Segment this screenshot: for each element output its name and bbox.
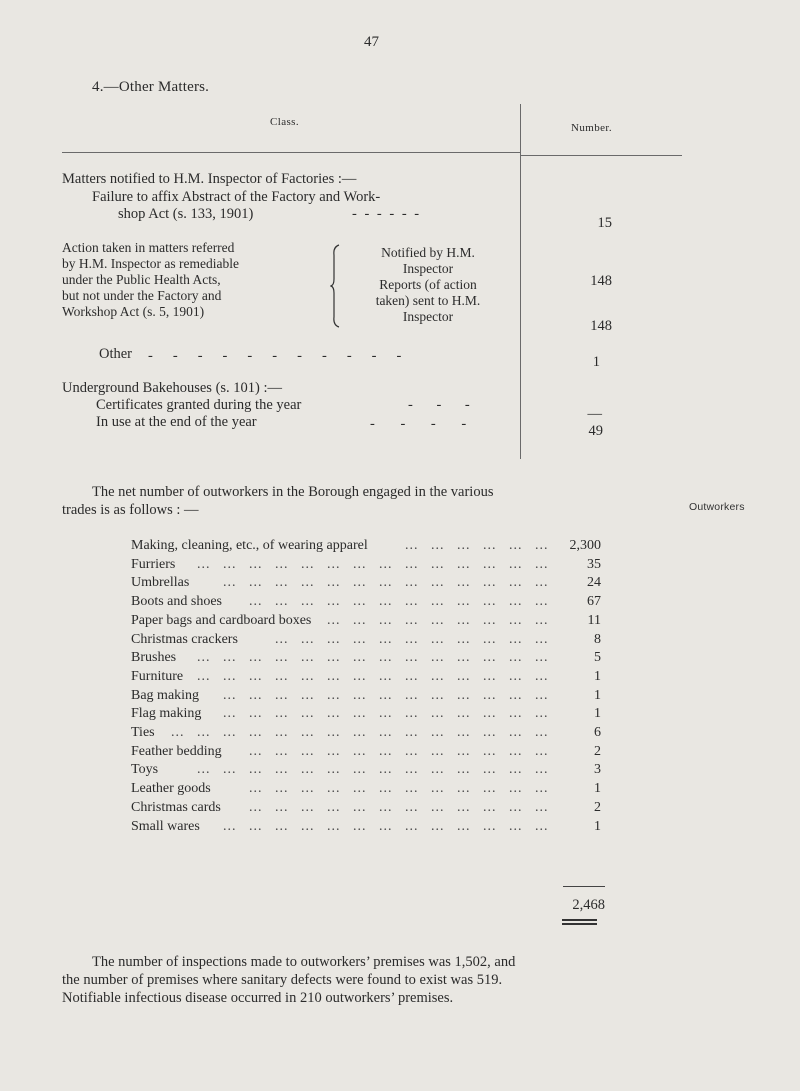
- reports-value: 148: [590, 318, 612, 334]
- action-taken-description: [62, 240, 330, 320]
- total-rule: [563, 886, 605, 887]
- total-double-underline: [562, 919, 597, 921]
- leader-dots: ... ... ... ... ... ... ... ... ... ... ... ...: [249, 799, 549, 815]
- outworker-trade: Umbrellas: [131, 575, 190, 591]
- paragraph-line: Notifiable infectious disease occurred in 210 outworkers’ premises.: [62, 990, 454, 1006]
- leader-dots: ... ... ... ... ... ... ... ... ... ... ...: [275, 631, 549, 647]
- action-line: Action taken in matters referred: [62, 240, 235, 255]
- outworker-count: 1: [594, 668, 601, 684]
- paragraph-line: the number of premises where sanitary defects were found to exist was 519.: [62, 972, 503, 988]
- outworker-row: [131, 669, 601, 686]
- outworkers-total: 2,468: [572, 897, 605, 913]
- reports-line: Reports (of action: [379, 277, 477, 292]
- outworker-count: 1: [594, 818, 601, 834]
- outworker-count: 1: [594, 781, 601, 797]
- matters-notified-value: 15: [597, 215, 612, 231]
- outworker-count: 6: [594, 725, 601, 740]
- outworker-trade: Christmas crackers: [131, 631, 238, 647]
- outworkers-margin-label: Outworkers: [689, 501, 745, 513]
- action-line: by H.M. Inspector as remediable: [62, 256, 239, 271]
- leader-dots: ... ... ... ... ... ... ... ... ... ... ... ... ... ...: [197, 556, 549, 572]
- outworker-count: 67: [587, 594, 601, 610]
- paragraph-line: The number of inspections made to outworkers’ premises was 1,502, and: [92, 954, 516, 970]
- leader-dots: ... ... ... ... ... ...: [405, 538, 549, 553]
- outworker-trade: Small wares: [131, 818, 200, 834]
- outworker-row: [131, 557, 601, 574]
- left-brace: [330, 243, 342, 329]
- outworker-count: 1: [594, 706, 601, 722]
- outworker-count: 2: [594, 799, 601, 815]
- matters-notified-heading: Matters notified to H.M. Inspector of Factories :—: [62, 171, 357, 187]
- outworker-count: 8: [594, 631, 601, 647]
- column-header-number: Number.: [571, 122, 612, 134]
- leader-dots: ... ... ... ... ... ... ... ... ... ... ... ... ... ...: [197, 650, 549, 666]
- outworker-row: [131, 819, 601, 836]
- outworker-row: [131, 632, 601, 649]
- outworker-trade: Toys: [131, 762, 159, 778]
- action-line: under the Public Health Acts,: [62, 272, 221, 287]
- outworker-row: [131, 762, 601, 779]
- leader-dots: ... ... ... ... ... ... ... ... ... ... ... ... ...: [223, 575, 549, 591]
- matters-notified-line1: Failure to affix Abstract of the Factory and Work-: [92, 189, 381, 205]
- outworker-count: 2,300: [569, 538, 601, 553]
- outworker-trade: Flag making: [131, 706, 202, 722]
- outworker-row: [131, 725, 601, 742]
- in-use-label: In use at the end of the year: [96, 414, 257, 430]
- outworker-row: [131, 800, 601, 817]
- certificates-dashes: - - -: [408, 397, 480, 413]
- leader-dots: ... ... ... ... ... ... ... ... ... ... ... ... ...: [223, 687, 549, 703]
- certificates-value: —: [587, 406, 602, 422]
- leader-dots: ... ... ... ... ... ... ... ... ... ... ... ...: [249, 594, 549, 610]
- leader-dots: ... ... ... ... ... ... ... ... ... ... ... ... ... ...: [197, 668, 549, 684]
- outworker-trade: Furniture: [131, 668, 184, 684]
- outworker-row: [131, 594, 601, 611]
- outworker-trade: Feather bedding: [131, 743, 222, 759]
- outworker-trade: Boots and shoes: [131, 594, 222, 610]
- section-heading: 4.—Other Matters.: [92, 79, 210, 95]
- page-number: 47: [364, 34, 379, 50]
- outworker-row: [131, 744, 601, 761]
- leader-dots: ... ... ... ... ... ... ... ... ... ... ... ... ... ... ...: [171, 725, 549, 740]
- matters-notified-line2: shop Act (s. 133, 1901): [118, 206, 254, 222]
- matters-notified-dashes: - - - - - -: [352, 206, 422, 222]
- outworkers-intro-line1: The net number of outworkers in the Borough engaged in the various: [92, 484, 494, 500]
- header-rule-left: [62, 152, 520, 153]
- certificates-label: Certificates granted during the year: [96, 397, 302, 413]
- leader-dots: ... ... ... ... ... ... ... ... ... ... ... ...: [249, 743, 549, 759]
- outworker-trade: Bag making: [131, 687, 200, 703]
- reports-line: taken) sent to H.M.: [375, 293, 481, 308]
- other-label: Other: [99, 346, 133, 362]
- outworker-trade: Furriers: [131, 556, 176, 572]
- outworker-trade: Brushes: [131, 650, 177, 666]
- outworker-row: [131, 706, 601, 723]
- notified-line: Notified by H.M.: [381, 245, 475, 260]
- outworker-count: 1: [594, 687, 601, 703]
- leader-dots: ... ... ... ... ... ... ... ... ... ... ... ... ...: [223, 706, 549, 722]
- outworker-count: 11: [587, 612, 601, 628]
- outworker-count: 3: [594, 762, 601, 778]
- outworker-count: 35: [587, 556, 601, 572]
- outworker-row: [131, 650, 601, 667]
- action-taken-subclasses: [342, 245, 514, 325]
- action-line: Workshop Act (s. 5, 1901): [62, 304, 205, 319]
- in-use-dashes: - - - -: [370, 416, 478, 432]
- leader-dots: ... ... ... ... ... ... ... ... ... ... ... ... ...: [223, 818, 549, 834]
- notified-value: 148: [590, 273, 612, 289]
- header-rule-right: [520, 155, 682, 156]
- total-double-underline: [562, 923, 597, 925]
- outworker-row: [131, 538, 601, 555]
- outworker-trade: Christmas cards: [131, 799, 221, 815]
- leader-dots: ... ... ... ... ... ... ... ... ... ... ... ... ... ...: [197, 762, 549, 778]
- other-dashes: - - - - - - - - - - -: [148, 348, 410, 364]
- outworker-trade: Ties: [131, 725, 155, 740]
- outworker-row: [131, 781, 601, 798]
- leader-dots: ... ... ... ... ... ... ... ... ...: [327, 612, 549, 628]
- outworker-trade: Paper bags and cardboard boxes: [131, 612, 312, 628]
- column-header-class: Class.: [270, 116, 299, 128]
- notified-line: Inspector: [402, 261, 454, 276]
- leader-dots: ... ... ... ... ... ... ... ... ... ... ... ...: [249, 781, 549, 797]
- action-line: but not under the Factory and: [62, 288, 222, 303]
- in-use-value: 49: [588, 423, 603, 439]
- outworker-count: 2: [594, 743, 601, 759]
- bakehouses-heading: Underground Bakehouses (s. 101) :—: [62, 380, 283, 396]
- outworker-row: [131, 688, 601, 705]
- inspections-paragraph: [62, 953, 672, 1007]
- reports-line: Inspector: [402, 309, 454, 324]
- column-divider: [520, 104, 521, 459]
- outworker-trade: Leather goods: [131, 781, 211, 797]
- outworkers-intro-line2: trades is as follows : —: [62, 502, 199, 518]
- outworker-count: 24: [587, 575, 601, 591]
- outworker-trade: Making, cleaning, etc., of wearing apparel: [131, 538, 368, 553]
- outworker-row: [131, 575, 601, 592]
- other-value: 1: [592, 354, 600, 370]
- outworker-count: 5: [594, 650, 601, 666]
- outworker-row: [131, 613, 601, 630]
